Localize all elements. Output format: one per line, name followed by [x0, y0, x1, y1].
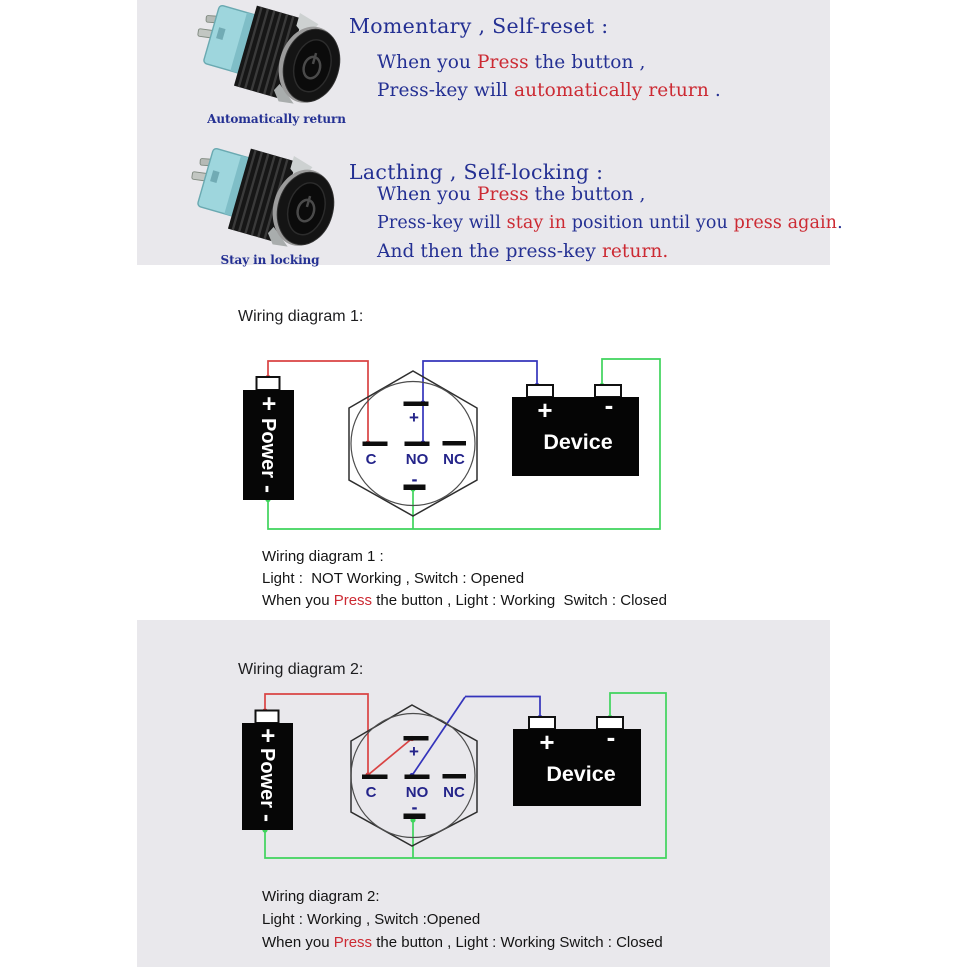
lamp-plus-text: +	[409, 742, 419, 761]
lamp-minus-text: -	[411, 469, 418, 489]
text-segment: position until you	[566, 213, 734, 233]
latching-line2	[377, 213, 843, 233]
wiring-diagram-1-heading: Wiring diagram 1:	[238, 308, 364, 325]
return-highlight: return.	[601, 241, 669, 262]
power-block	[242, 711, 293, 831]
power-block	[243, 377, 294, 500]
text-segment: .	[837, 213, 843, 233]
no-text: NO	[405, 451, 429, 468]
power-label: Power	[257, 417, 279, 479]
device-minus-label: -	[604, 390, 614, 420]
diagram-1-note-1: Wiring diagram 1 :	[262, 548, 384, 565]
lamp-plus-terminal	[404, 736, 429, 741]
text-segment: When you	[377, 52, 477, 73]
stay-in-highlight: stay in	[506, 213, 567, 233]
text-segment: the button ,	[528, 52, 646, 73]
diagram-2-note-1: Wiring diagram 2:	[262, 888, 380, 905]
no-text: NO	[405, 784, 429, 801]
c-terminal	[362, 775, 388, 780]
wiring-diagram-2-canvas	[0, 680, 967, 870]
wiring-diagram-2-heading: Wiring diagram 2:	[238, 661, 364, 678]
latching-line3	[377, 241, 668, 262]
lamp-plus-text: +	[409, 408, 419, 427]
nc-text: NC	[443, 784, 465, 801]
text-segment: When you	[262, 934, 334, 951]
c-terminal	[363, 442, 388, 447]
switch-rear-view	[351, 705, 477, 846]
device-label: Device	[546, 762, 616, 786]
text-segment: Press-key will	[377, 213, 507, 233]
c-text: C	[365, 784, 377, 801]
latching-line1	[377, 184, 646, 205]
push-button-photo-momentary	[192, 4, 344, 108]
power-plus-label: +	[261, 390, 277, 418]
device-minus-label: -	[606, 722, 616, 752]
no-terminal	[405, 775, 430, 780]
power-label: Power	[256, 747, 278, 809]
press-again-highlight: press again	[733, 213, 838, 233]
latching-title: Lacthing , Self-locking :	[349, 160, 604, 184]
lamp-plus-terminal	[404, 402, 429, 407]
press-highlight: Press	[476, 52, 529, 73]
diagram-1-note-2: Light : NOT Working , Switch : Opened	[262, 570, 525, 587]
momentary-title: Momentary , Self-reset :	[349, 14, 609, 38]
text-segment: When you	[377, 184, 477, 205]
power-terminal-tab	[257, 377, 280, 390]
device-label: Device	[543, 430, 613, 454]
lamp-minus-text: -	[411, 797, 418, 817]
diagram-1-note-3	[262, 592, 667, 609]
power-minus-label: -	[254, 485, 282, 493]
text-segment: And then the press-key	[377, 241, 602, 262]
wiring-diagram-1-canvas	[0, 350, 967, 545]
text-segment: Press-key will	[377, 80, 514, 101]
text-segment: .	[708, 80, 721, 101]
auto-return-highlight: automatically return	[513, 80, 709, 101]
nc-terminal	[443, 441, 467, 446]
nc-text: NC	[443, 451, 465, 468]
text-segment: the button ,	[528, 184, 646, 205]
text-segment: the button , Light : Working Switch : Closed	[372, 934, 663, 951]
no-terminal	[405, 442, 430, 447]
diagram-2-note-2: Light : Working , Switch :Opened	[262, 911, 481, 928]
device-block	[513, 717, 641, 806]
momentary-caption: Automatically return	[207, 112, 346, 126]
press-highlight: Press	[333, 934, 373, 951]
momentary-line1	[377, 52, 646, 73]
push-button-photo-latching	[182, 147, 342, 251]
device-plus-label: +	[539, 727, 555, 757]
press-highlight: Press	[333, 592, 373, 609]
text-segment: the button , Light : Working Switch : Closed	[372, 592, 667, 609]
text-segment: When you	[262, 592, 334, 609]
c-text: C	[365, 451, 377, 468]
latching-caption: Stay in locking	[220, 253, 320, 267]
device-plus-label: +	[537, 395, 553, 425]
device-block	[512, 385, 639, 476]
momentary-line2	[377, 80, 721, 101]
nc-terminal	[443, 774, 467, 779]
power-minus-label: -	[253, 814, 281, 822]
diagram-2-note-3	[262, 934, 663, 951]
press-highlight: Press	[476, 184, 529, 205]
power-plus-label: +	[260, 722, 276, 750]
